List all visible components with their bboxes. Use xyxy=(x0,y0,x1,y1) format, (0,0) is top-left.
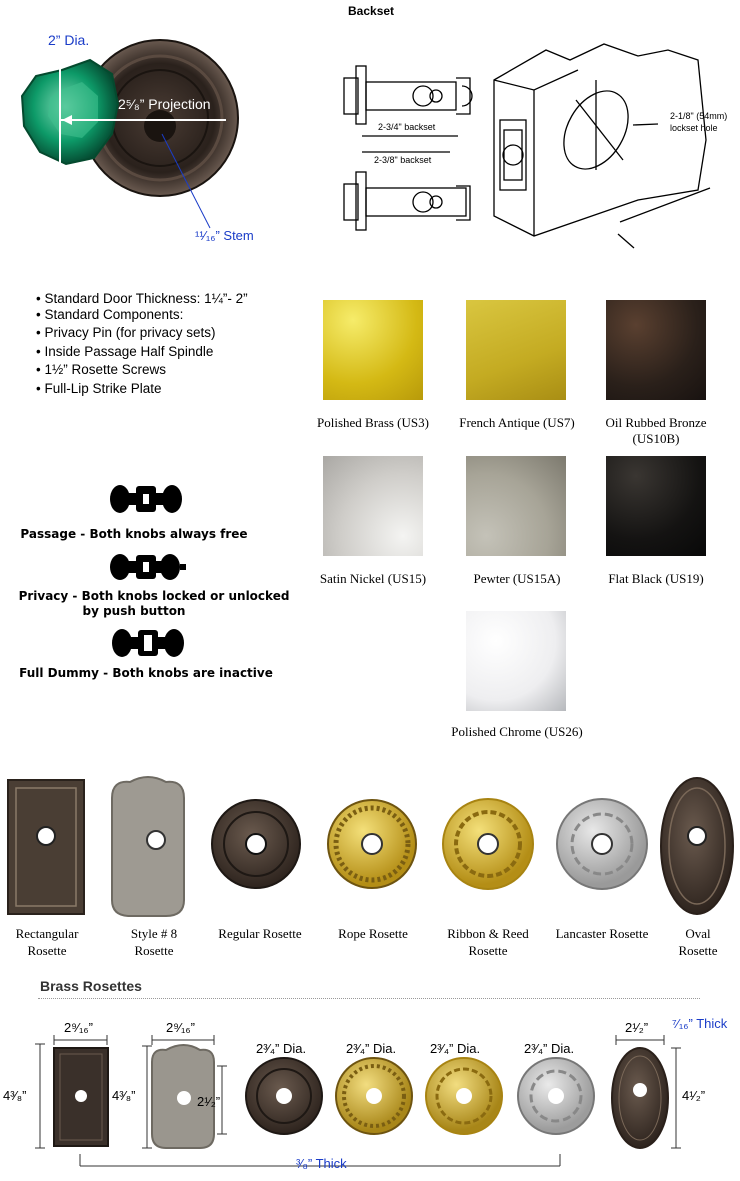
finish-label: Oil Rubbed Bronze xyxy=(605,415,707,430)
lockset-hole-label-2: lockset hole xyxy=(670,123,718,133)
dim-thick-all: ³⁄₈” Thick xyxy=(296,1156,347,1171)
rosette-label: Rope Rosette xyxy=(338,926,408,941)
dim-oval-thick: ⁷⁄₁₆” Thick xyxy=(672,1016,728,1031)
dim-rect-width: 2⁹⁄₁₆” xyxy=(64,1020,93,1035)
finish-swatch-pewter xyxy=(466,456,566,556)
dim-style8-width: 2⁹⁄₁₆” xyxy=(166,1020,195,1035)
dim-style8-height: 4³⁄₈” xyxy=(112,1088,136,1103)
finish-label: Pewter (US15A) xyxy=(473,571,561,586)
dim-oval-height: 4¹⁄₂” xyxy=(682,1088,706,1103)
list-item: • Standard Components: xyxy=(36,306,306,325)
finish-label: Polished Brass (US3) xyxy=(317,415,429,430)
finish-swatch-satin-nickel xyxy=(323,456,423,556)
brass-rosettes-dimensions xyxy=(0,1010,740,1181)
rosette-label: Oval xyxy=(685,926,711,941)
rosette-label: Rosette xyxy=(468,943,508,958)
stem-label: ¹¹⁄₁₆” Stem xyxy=(195,228,254,243)
backset-short-label: 2-3/8" backset xyxy=(374,155,432,165)
rosette-label: Rectangular xyxy=(15,926,79,941)
finish-swatch-polished-brass xyxy=(323,300,423,400)
dim-oval-width: 2¹⁄₂” xyxy=(625,1020,649,1035)
knob-diagram xyxy=(0,30,300,250)
dummy-knob-icon xyxy=(110,626,186,660)
list-item: • Privacy Pin (for privacy sets) xyxy=(36,324,306,343)
rosette-label: Rosette xyxy=(678,943,718,958)
rosette-label: Regular Rosette xyxy=(218,926,302,941)
finish-swatch-polished-chrome xyxy=(466,611,566,711)
style8-rosette xyxy=(112,777,184,916)
finish-swatch-flat-black xyxy=(606,456,706,556)
dim-ribbon-dia: 2³⁄₄” Dia. xyxy=(430,1041,481,1056)
privacy-knob-icon xyxy=(108,551,188,583)
list-item: • Standard Door Thickness: 1¼”- 2” xyxy=(36,290,306,309)
oval-rosette xyxy=(612,1048,668,1148)
list-item: • Inside Passage Half Spindle xyxy=(36,343,306,362)
finish-label: Flat Black (US19) xyxy=(608,571,704,586)
finish-swatch-french-antique xyxy=(466,300,566,400)
finish-swatch-oil-rubbed-bronze xyxy=(606,300,706,400)
rosettes-row xyxy=(0,770,740,920)
backset-diagram xyxy=(338,20,738,270)
list-item: • Full-Lip Strike Plate xyxy=(36,380,306,399)
finish-label: French Antique (US7) xyxy=(459,415,575,430)
diameter-label: 2” Dia. xyxy=(48,32,90,48)
rosette-label: Rosette xyxy=(27,943,67,958)
privacy-label-1: Privacy - Both knobs locked or unlocked xyxy=(18,589,290,603)
rosette-label: Rosette xyxy=(134,943,174,958)
knob-illustration xyxy=(0,30,300,250)
passage-knob-icon xyxy=(108,482,184,516)
rosette-label: Lancaster Rosette xyxy=(555,926,649,941)
rosette-label: Ribbon & Reed xyxy=(447,926,529,941)
list-item: • 1½” Rosette Screws xyxy=(36,361,306,380)
dummy-label: Full Dummy - Both knobs are inactive xyxy=(19,666,273,680)
finish-label: (US10B) xyxy=(632,431,680,446)
dim-regular-dia: 2³⁄₄” Dia. xyxy=(256,1041,307,1056)
lockset-hole-label-1: 2-1/8" (54mm) xyxy=(670,111,728,121)
section-title: Brass Rosettes xyxy=(40,978,142,994)
dim-style8-inner: 2¹⁄₂” xyxy=(197,1094,221,1109)
finish-label: Polished Chrome (US26) xyxy=(451,724,583,739)
rosette-label: Style # 8 xyxy=(130,926,178,941)
section-divider xyxy=(38,998,700,999)
dim-lancaster-dia: 2³⁄₄” Dia. xyxy=(524,1041,575,1056)
backset-illustration xyxy=(338,20,738,270)
standard-components-list xyxy=(36,290,306,398)
privacy-label-2: by push button xyxy=(82,604,186,618)
dim-rect-height: 4³⁄₈” xyxy=(3,1088,27,1103)
page-title: Backset xyxy=(348,4,395,18)
projection-label: 2⁵⁄₈” Projection xyxy=(118,96,211,112)
passage-label: Passage - Both knobs always free xyxy=(20,527,248,541)
dim-rope-dia: 2³⁄₄” Dia. xyxy=(346,1041,397,1056)
backset-long-label: 2-3/4" backset xyxy=(378,122,436,132)
finish-label: Satin Nickel (US15) xyxy=(319,571,427,586)
rectangular-rosette xyxy=(8,780,84,914)
